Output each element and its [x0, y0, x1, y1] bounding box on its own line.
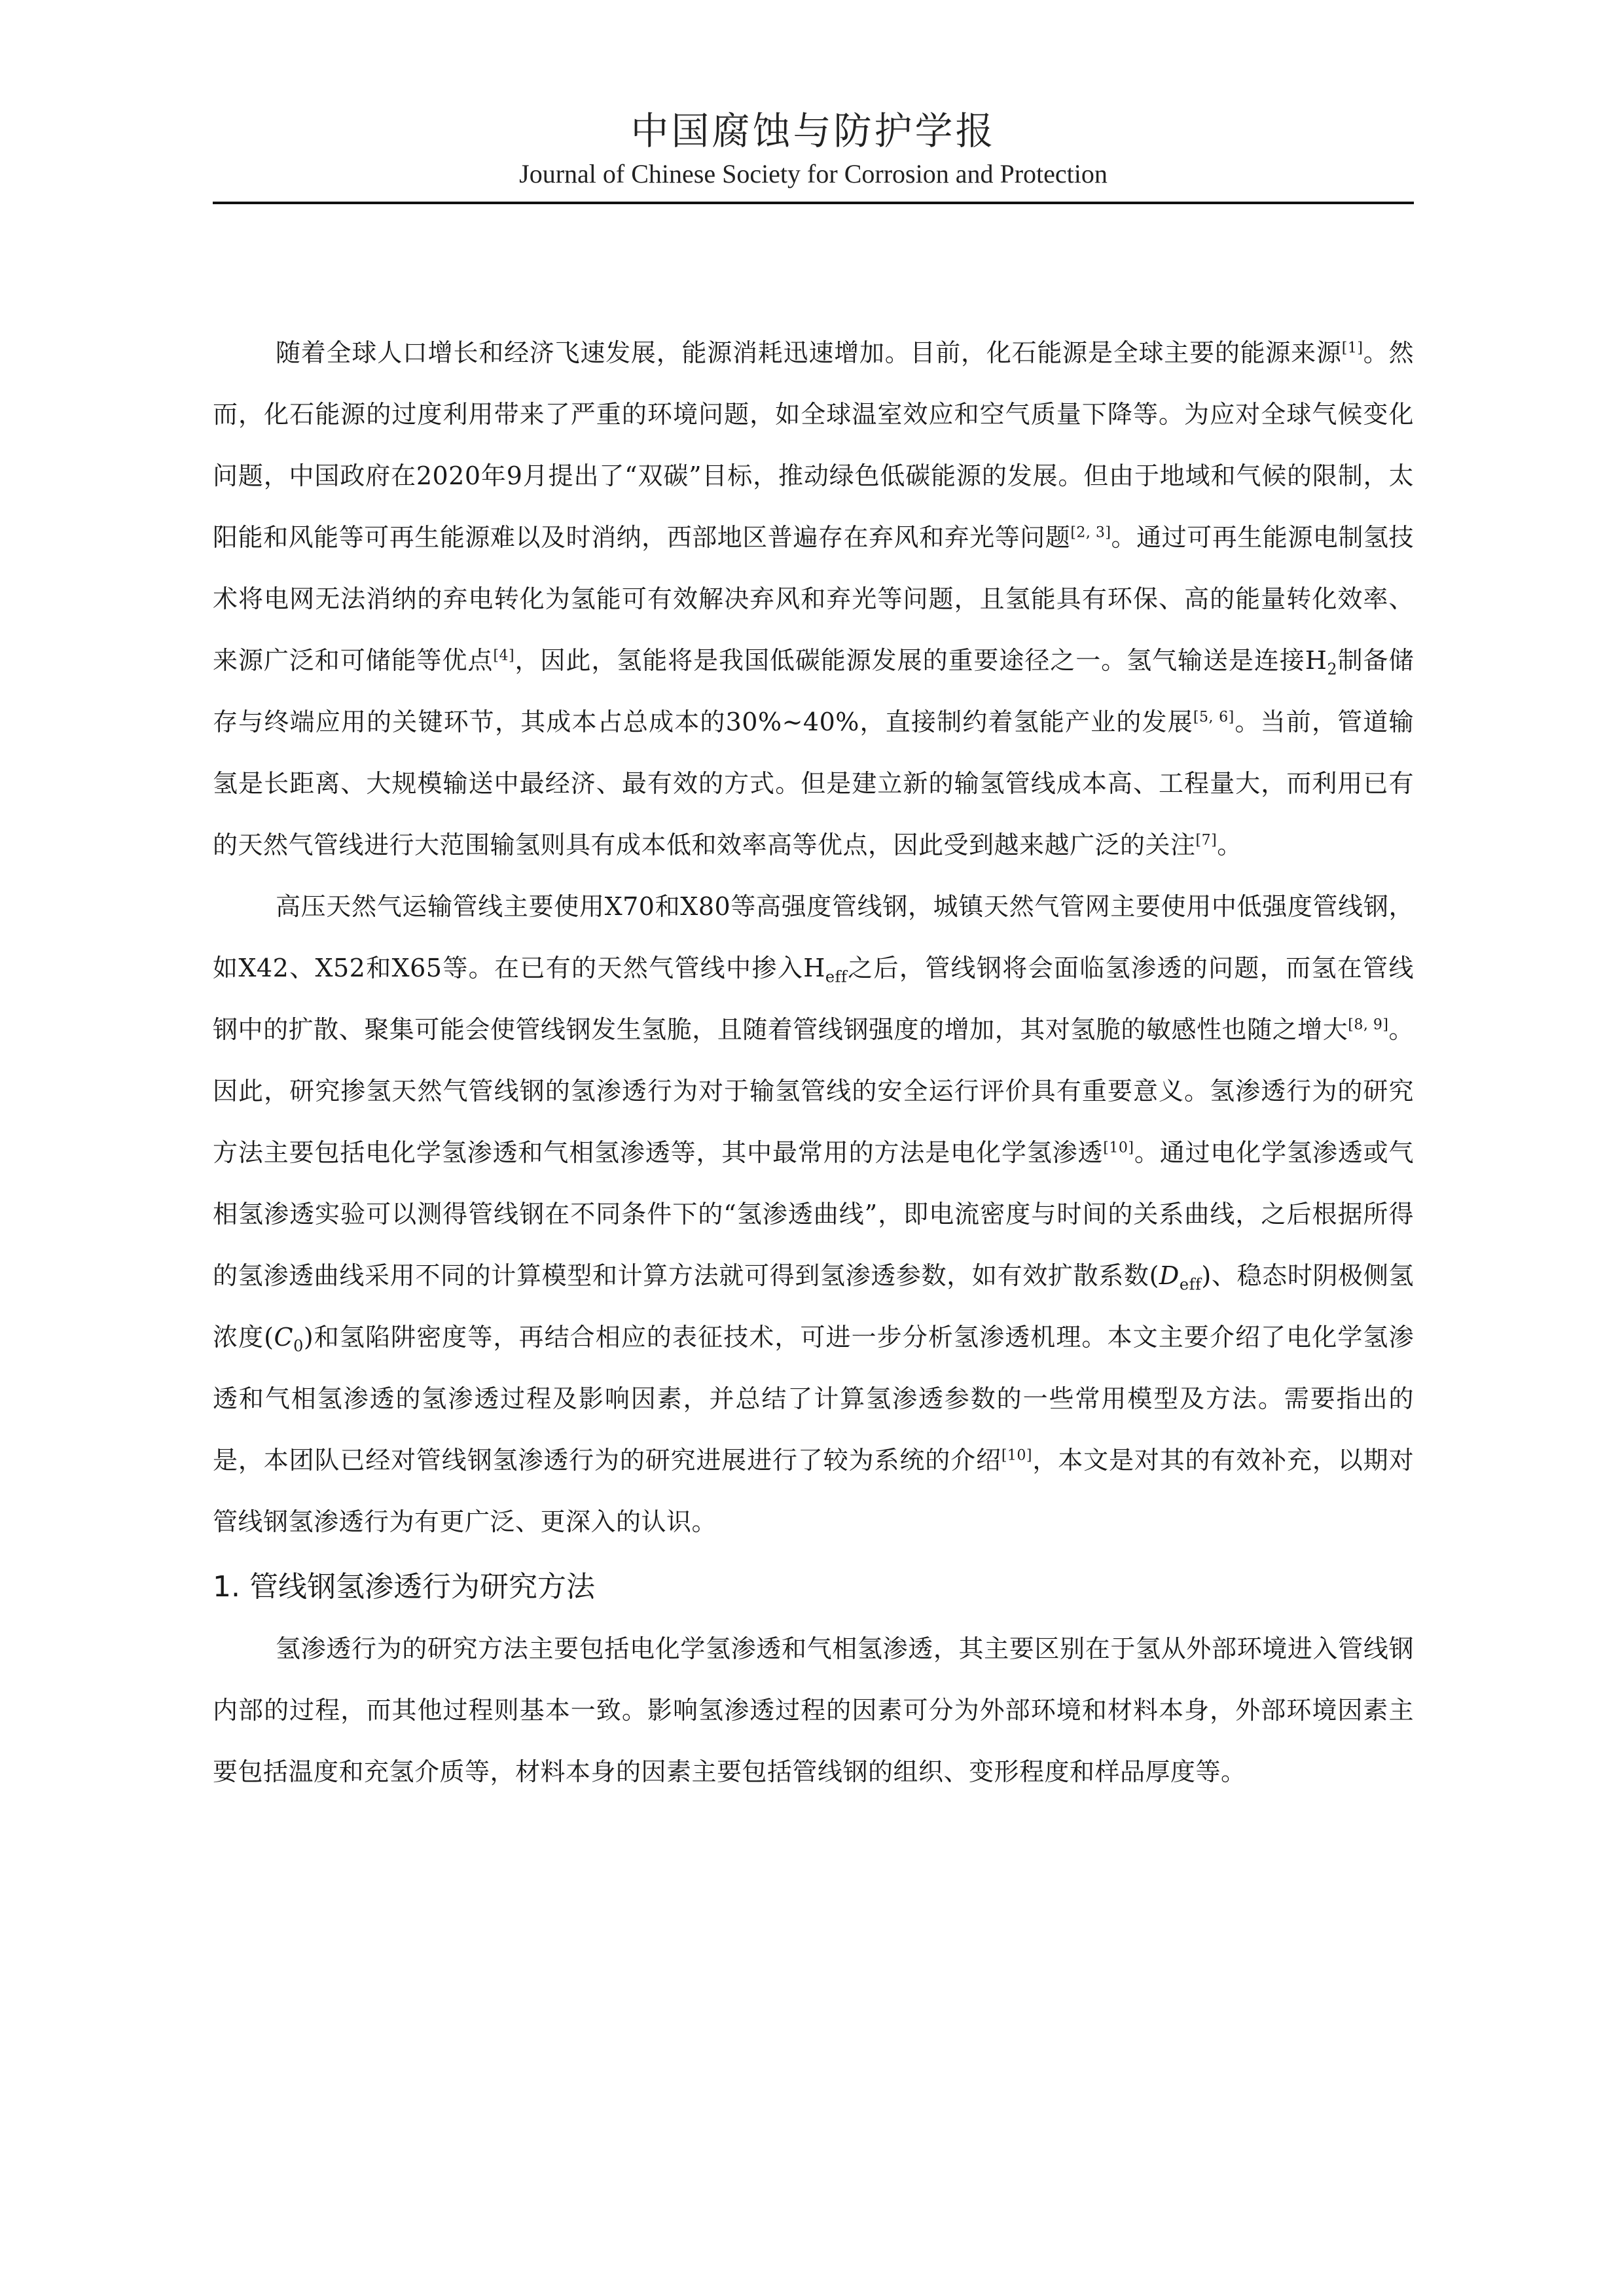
- text-run: ，本文是对其的有效补充，以期对管线钢氢渗透行为有更广泛、更深入的认识。: [213, 1446, 1414, 1536]
- variable-d: D: [1159, 1261, 1180, 1290]
- section-heading-1: 1. 管线钢氢渗透行为研究方法: [213, 1570, 595, 1604]
- citation-2-3: [2, 3]: [1070, 524, 1111, 541]
- subscript-h2: 2: [1327, 660, 1338, 679]
- text-run: 。: [1217, 831, 1242, 859]
- journal-title-cn: 中国腐蚀与防护学报: [630, 109, 996, 153]
- text-run: 。通过电化学氢渗透或气相氢渗透实验可以测得管线钢在不同条件下的“氢渗透曲线”，即电流密度与时间的关系曲线，之后根据所得的氢渗透曲线采用不同的计算模型和计算方法就可得到氢渗透参数，如有效扩散系数(: [213, 1138, 1414, 1290]
- citation-7: [7]: [1195, 832, 1218, 849]
- text-run: 。然而，化石能源的过度利用带来了严重的环境问题，如全球温室效应和空气质量下降等。为应对全球气候变化问题，中国政府在2020年9月提出了“双碳”目标，推动绿色低碳能源的发展。但由于地域和气候的限制，太阳能和风能等可再生能源难以及时消纳，西部地区普遍存在弃风和弃光等问题: [213, 338, 1414, 552]
- text-run: 氢渗透行为的研究方法主要包括电化学氢渗透和气相氢渗透，其主要区别在于氢从外部环境进入管线钢内部的过程，而其他过程则基本一致。影响氢渗透过程的因素可分为外部环境和材料本身，外部环境因素主要包括温度和充氢介质等，材料本身的因素主要包括管线钢的组织、变形程度和样品厚度等。: [213, 1634, 1414, 1786]
- citation-10: [10]: [1103, 1139, 1134, 1157]
- text-run: 之后，管线钢将会面临氢渗透的问题，而氢在管线钢中的扩散、聚集可能会使管线钢发生氢脆，且随着管线钢强度的增加，其对氢脆的敏感性也随之增大: [213, 954, 1414, 1044]
- text-run: 。因此，研究掺氢天然气管线钢的氢渗透行为对于输氢管线的安全运行评价具有重要意义。氢渗透行为的研究方法主要包括电化学氢渗透和气相氢渗透等，其中最常用的方法是电化学氢渗透: [213, 1015, 1414, 1167]
- paragraph-introduction-1: [213, 322, 1414, 876]
- journal-header: [213, 105, 1414, 191]
- journal-title-en: Journal of Chinese Society for Corrosion and Protection: [519, 159, 1108, 188]
- subscript-eff: eff: [1179, 1275, 1202, 1294]
- citation-8-9: [8, 9]: [1348, 1016, 1389, 1033]
- text-run: )、稳态时阴极侧氢浓度(: [213, 1261, 1414, 1352]
- text-run: 。当前，管道输氢是长距离、大规模输送中最经济、最有效的方式。但是建立新的输氢管线成本高、工程量大，而利用已有的天然气管线进行大范围输氢则具有成本低和效率高等优点，因此受到越来越广泛的关注: [213, 708, 1414, 859]
- citation-5-6: [5, 6]: [1193, 709, 1235, 726]
- paragraph-section-1: [213, 1618, 1414, 1803]
- header-divider: [213, 202, 1414, 204]
- subscript-h2: eff: [825, 967, 848, 986]
- citation-10: [10]: [1001, 1447, 1032, 1464]
- article-body: [213, 322, 1414, 1803]
- text-run: )和氢陷阱密度等，再结合相应的表征技术，可进一步分析氢渗透机理。本文主要介绍了电化学氢渗透和气相氢渗透的氢渗透过程及影响因素，并总结了计算氢渗透参数的一些常用模型及方法。需要指出的是，本团队已经对管线钢氢渗透行为的研究进展进行了较为系统的介绍: [213, 1323, 1414, 1475]
- subscript-0: 0: [293, 1336, 304, 1355]
- paragraph-introduction-2: [213, 876, 1414, 1552]
- text-run: ，因此，氢能将是我国低碳能源发展的重要途径之一。氢气输送是连接H: [514, 646, 1327, 675]
- citation-1: [1]: [1341, 340, 1363, 357]
- text-run: 高压天然气运输管线主要使用X70和X80等高强度管线钢，城镇天然气管网主要使用中低强度管线钢，如X42、X52和X65等。在已有的天然气管线中掺入H: [213, 892, 1414, 982]
- text-run: 随着全球人口增长和经济飞速发展，能源消耗迅速增加。目前，化石能源是全球主要的能源来源: [276, 338, 1342, 367]
- text-run: 制备储存与终端应用的关键环节，其成本占总成本的30%~40%，直接制约着氢能产业的发展: [213, 646, 1414, 736]
- variable-c: C: [274, 1323, 294, 1352]
- citation-4: [4]: [493, 647, 515, 664]
- text-run: 。通过可再生能源电制氢技术将电网无法消纳的弃电转化为氢能可有效解决弃风和弃光等问题，且氢能具有环保、高的能量转化效率、来源广泛和可储能等优点: [213, 523, 1414, 675]
